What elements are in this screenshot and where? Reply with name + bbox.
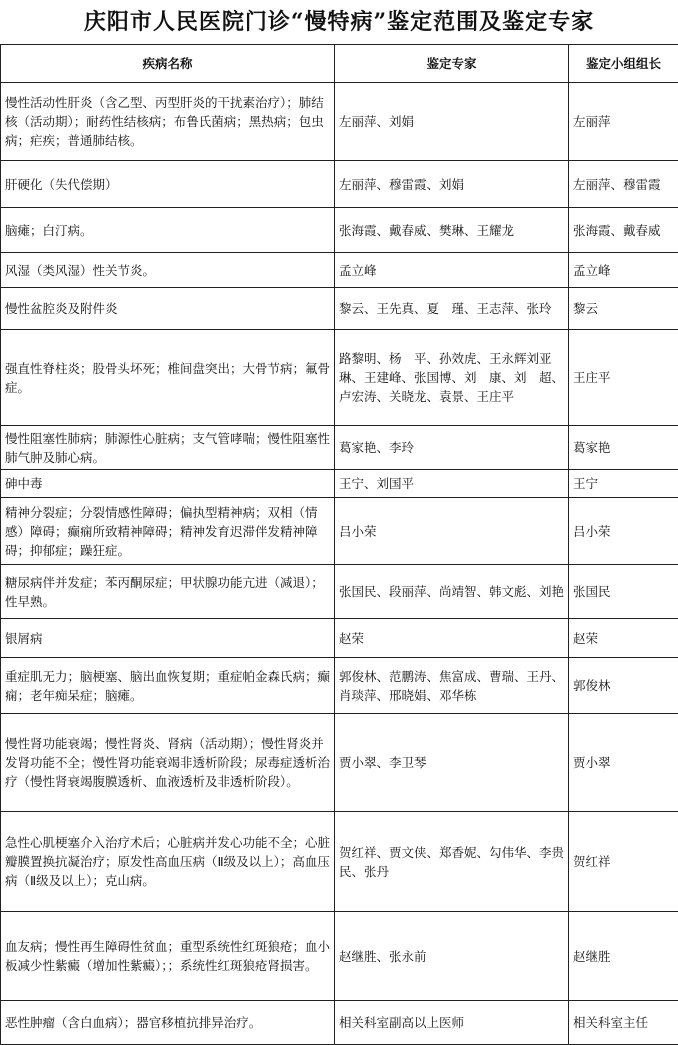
leader-cell: 左丽萍、穆雷霞 <box>569 161 678 208</box>
disease-cell: 砷中毒 <box>1 470 335 498</box>
disease-cell: 风湿（类风湿）性关节炎。 <box>1 253 335 288</box>
leader-cell: 相关科室主任 <box>569 1001 678 1045</box>
table-row <box>1 658 678 714</box>
experts-cell: 相关科室副高以上医师 <box>335 1001 569 1045</box>
table-row <box>1 330 678 426</box>
leader-cell: 贺红祥 <box>569 812 678 912</box>
table-row <box>1 253 678 288</box>
table-row <box>1 812 678 912</box>
leader-cell: 王庄平 <box>569 330 678 426</box>
experts-cell: 吕小荣 <box>335 498 569 565</box>
disease-cell: 银屑病 <box>1 619 335 658</box>
disease-cell: 糖尿病伴并发症；苯丙酮尿症；甲状腺功能亢进（减退）；性早熟。 <box>1 565 335 619</box>
disease-cell: 急性心肌梗塞介入治疗术后；心脏病并发心功能不全；心脏瓣膜置换抗凝治疗；原发性高血压病（Ⅱ级及以上）；高血压病（Ⅱ级及以上）；克山病。 <box>1 812 335 912</box>
experts-cell: 黎云、王先真、夏 瑾、王志萍、张玲 <box>335 288 569 330</box>
experts-cell: 张海霞、戴春威、樊琳、王耀龙 <box>335 208 569 253</box>
table-row <box>1 619 678 658</box>
leader-cell: 孟立峰 <box>569 253 678 288</box>
table-row <box>1 470 678 498</box>
header-leader: 鉴定小组组长 <box>569 45 678 83</box>
leader-cell: 葛家艳 <box>569 426 678 470</box>
table-row <box>1 912 678 1001</box>
table-row <box>1 161 678 208</box>
experts-cell: 张国民、段丽萍、尚靖智、韩文彪、刘艳 <box>335 565 569 619</box>
table-row <box>1 1001 678 1045</box>
table-body <box>1 83 678 1045</box>
experts-cell: 赵继胜、张永前 <box>335 912 569 1001</box>
experts-cell: 左丽萍、刘娟 <box>335 83 569 161</box>
table-row <box>1 208 678 253</box>
experts-cell: 赵荣 <box>335 619 569 658</box>
table-row <box>1 498 678 565</box>
leader-cell: 贾小翠 <box>569 714 678 812</box>
experts-cell: 孟立峰 <box>335 253 569 288</box>
disease-cell: 重症肌无力；脑梗塞、脑出血恢复期；重症帕金森氏病；癫痫；老年痴呆症；脑瘫。 <box>1 658 335 714</box>
experts-cell: 贺红祥、贾文侠、郑香妮、勾伟华、李贵民、张丹 <box>335 812 569 912</box>
table-row <box>1 565 678 619</box>
leader-cell: 赵荣 <box>569 619 678 658</box>
disease-cell: 慢性肾功能衰竭；慢性肾炎、肾病（活动期）；慢性肾炎并发肾功能不全；慢性肾功能衰竭非透析阶段；尿毒症透析治疗（慢性肾衰竭腹膜透析、血液透析及非透析阶段）。 <box>1 714 335 812</box>
table-row <box>1 714 678 812</box>
experts-cell: 葛家艳、李玲 <box>335 426 569 470</box>
table-row <box>1 83 678 161</box>
experts-cell: 路黎明、杨 平、孙效虎、王永辉刘亚琳、王建峰、张国博、刘 康、刘 超、卢宏涛、关晓龙、袁景、王庄平 <box>335 330 569 426</box>
experts-cell: 左丽萍、穆雷霞、刘娟 <box>335 161 569 208</box>
page-title: 庆阳市人民医院门诊“慢特病”鉴定范围及鉴定专家 <box>0 0 678 44</box>
experts-cell: 贾小翠、李卫琴 <box>335 714 569 812</box>
disease-cell: 脑瘫；白汀病。 <box>1 208 335 253</box>
header-disease: 疾病名称 <box>1 45 335 83</box>
expert-table <box>0 44 678 1045</box>
leader-cell: 张国民 <box>569 565 678 619</box>
table-header-row <box>1 45 678 83</box>
disease-cell: 精神分裂症；分裂情感性障碍；偏执型精神病；双相（情感）障碍；癫痫所致精神障碍；精神发育迟滞伴发精神障碍；抑郁症；躁狂症。 <box>1 498 335 565</box>
leader-cell: 黎云 <box>569 288 678 330</box>
disease-cell: 慢性阻塞性肺病；肺源性心脏病；支气管哮喘；慢性阻塞性肺气肿及肺心病。 <box>1 426 335 470</box>
disease-cell: 血友病；慢性再生障碍性贫血；重型系统性红斑狼疮；血小板减少性紫癜（增加性紫癜）；；系统性红斑狼疮肾损害。 <box>1 912 335 1001</box>
disease-cell: 慢性盆腔炎及附件炎 <box>1 288 335 330</box>
leader-cell: 吕小荣 <box>569 498 678 565</box>
experts-cell: 郭俊林、范鹏涛、焦富成、曹瑞、王丹、肖琰萍、邢晓娟、邓华栋 <box>335 658 569 714</box>
table-row <box>1 426 678 470</box>
disease-cell: 肝硬化（失代偿期） <box>1 161 335 208</box>
experts-cell: 王宁、刘国平 <box>335 470 569 498</box>
leader-cell: 郭俊林 <box>569 658 678 714</box>
table-row <box>1 288 678 330</box>
disease-cell: 慢性活动性肝炎（含乙型、丙型肝炎的干扰素治疗）；肺结核（活动期）；耐药性结核病；布鲁氏菌病；黑热病；包虫病；疟疾；普通肺结核。 <box>1 83 335 161</box>
header-experts: 鉴定专家 <box>335 45 569 83</box>
disease-cell: 强直性脊柱炎；股骨头坏死；椎间盘突出；大骨节病；氟骨症。 <box>1 330 335 426</box>
leader-cell: 赵继胜 <box>569 912 678 1001</box>
leader-cell: 左丽萍 <box>569 83 678 161</box>
disease-cell: 恶性肿瘤（含白血病）；器官移植抗排异治疗。 <box>1 1001 335 1045</box>
leader-cell: 王宁 <box>569 470 678 498</box>
leader-cell: 张海霞、戴春威 <box>569 208 678 253</box>
